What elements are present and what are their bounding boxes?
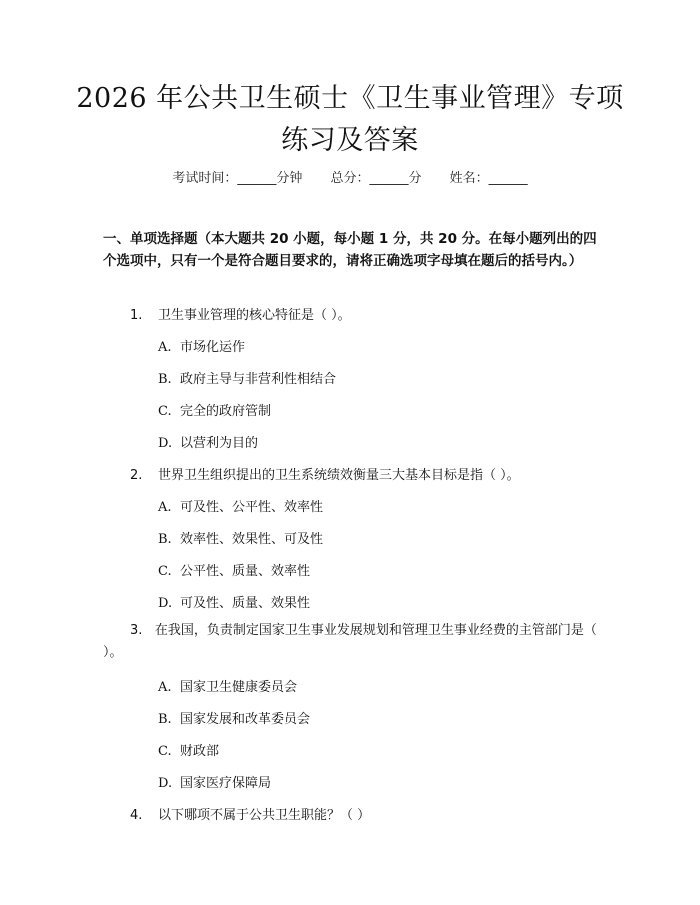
question-number: 2. (130, 468, 143, 483)
question-3-option-b (158, 708, 310, 727)
question-1-option-a (158, 336, 245, 355)
question-3-option-a (158, 676, 297, 695)
question-1 (130, 304, 351, 323)
option-text: 市场化运作 (180, 340, 246, 355)
exam-meta (0, 167, 700, 186)
question-1-option-b (158, 368, 336, 387)
question-text: 以下哪项不属于公共卫生职能？（ ） (158, 808, 371, 823)
question-2-option-c (158, 560, 310, 579)
option-letter: C. (158, 404, 172, 419)
option-text: 政府主导与非营利性相结合 (180, 372, 337, 387)
option-letter: D. (158, 776, 173, 791)
option-text: 效率性、效果性、可及性 (180, 532, 324, 547)
question-2-option-d (158, 592, 310, 611)
option-text: 完全的政府管制 (180, 404, 272, 419)
option-letter: D. (158, 596, 173, 611)
option-text: 可及性、公平性、效率性 (180, 500, 324, 515)
question-1-option-c (158, 400, 271, 419)
title-line-1: 2026 年公共卫生硕士《卫生事业管理》专项 (76, 83, 624, 114)
option-text: 公平性、质量、效率性 (180, 564, 311, 579)
name-field: 姓名：______ (449, 171, 528, 186)
question-3-option-d (158, 772, 271, 791)
question-text: 在我国，负责制定国家卫生事业发展规划和管理卫生事业经费的主管部门是（ ）。 (103, 623, 597, 660)
total-score-field: 总分：______分 (330, 171, 422, 186)
question-number: 3. (130, 623, 143, 638)
question-text: 卫生事业管理的核心特征是（ ）。 (158, 308, 351, 323)
option-letter: C. (158, 744, 172, 759)
option-letter: B. (158, 372, 172, 387)
option-text: 国家卫生健康委员会 (180, 680, 298, 695)
question-2-option-b (158, 528, 323, 547)
option-text: 以营利为目的 (180, 436, 259, 451)
option-letter: B. (158, 712, 172, 727)
title-line-2: 练习及答案 (281, 125, 419, 156)
option-letter: A. (158, 680, 172, 695)
option-letter: B. (158, 532, 172, 547)
question-2 (130, 464, 520, 483)
question-3 (103, 620, 603, 664)
option-text: 可及性、质量、效果性 (180, 596, 311, 611)
question-3-option-c (158, 740, 219, 759)
question-4 (130, 804, 370, 823)
option-text: 国家发展和改革委员会 (180, 712, 311, 727)
option-letter: A. (158, 340, 172, 355)
option-letter: D. (158, 436, 173, 451)
section-heading: 一、单项选择题（本大题共 20 小题，每小题 1 分，共 20 分。在每小题列出的四个选项中，只有一个是符合题目要求的，请将正确选项字母填在题后的括号内。） (103, 231, 597, 269)
exam-time-field: 考试时间：______分钟 (172, 171, 303, 186)
question-1-option-d (158, 432, 258, 451)
question-number: 1. (130, 308, 143, 323)
question-number: 4. (130, 808, 143, 823)
question-2-option-a (158, 496, 323, 515)
question-text: 世界卫生组织提出的卫生系统绩效衡量三大基本目标是指（ ）。 (158, 468, 520, 483)
document-title (60, 78, 640, 162)
option-letter: C. (158, 564, 172, 579)
option-text: 财政部 (180, 744, 220, 759)
option-text: 国家医疗保障局 (180, 776, 272, 791)
option-letter: A. (158, 500, 172, 515)
